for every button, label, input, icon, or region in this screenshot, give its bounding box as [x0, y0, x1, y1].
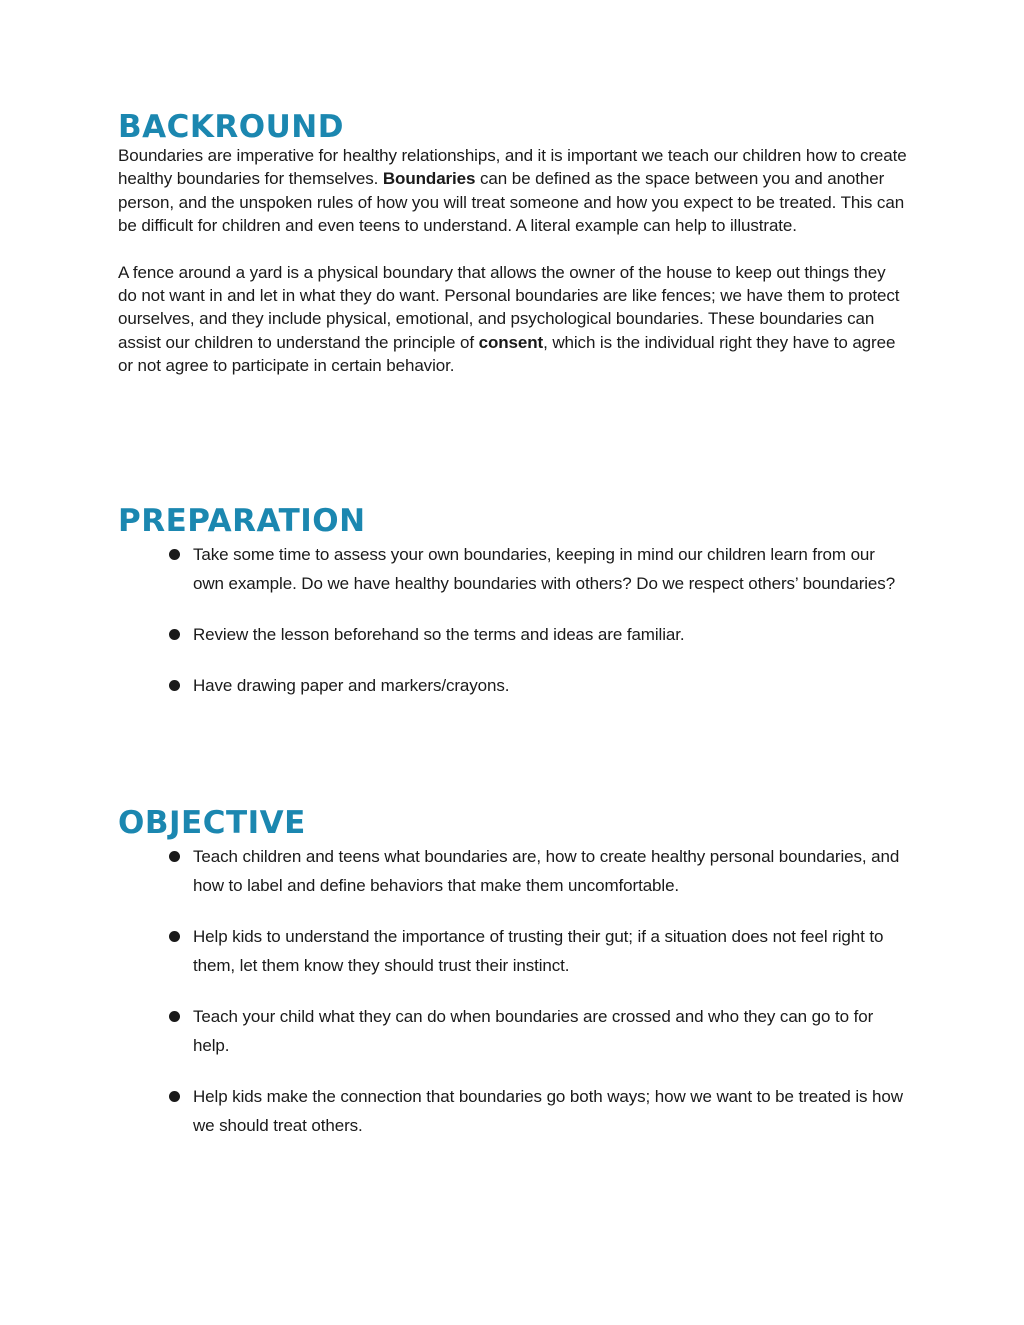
bullet-dot-icon [169, 851, 180, 862]
background-paragraph-1 [118, 144, 908, 238]
objective-item: Help kids to understand the importance of trusting their gut; if a situation does not feel right to them, let them know they should trust their instinct. [118, 922, 908, 980]
bullet-dot-icon [169, 1011, 180, 1022]
boundaries-term: Boundaries [382, 169, 476, 189]
objective-heading: OBJECTIVE [118, 805, 306, 841]
bullet-dot-icon [169, 629, 180, 640]
objective-item: Teach children and teens what boundaries are, how to create healthy personal boundaries, and how to label and define behaviors that make them uncomfortable. [118, 842, 908, 900]
background-p2-text-a: A fence around a yard is a physical boundary that allows the owner of the house to keep out things they do not want in and let in what they do want. Personal boundaries are like fences; we have them to protect ourselves, and they include physical, emotional, and psychological boundaries. These boundaries can assist our children to understand the principle of [118, 262, 900, 352]
preparation-section [118, 504, 908, 700]
objective-item: Teach your child what they can do when boundaries are crossed and who they can go to for help. [118, 1002, 908, 1060]
background-p2-text-b: , which is the individual right they have to agree or not agree to participate in certain behavior. [118, 332, 896, 376]
preparation-item: Review the lesson beforehand so the terms and ideas are familiar. [118, 620, 908, 649]
background-heading: BACKROUND [118, 109, 344, 145]
background-section [118, 110, 908, 378]
objective-list [118, 842, 908, 1140]
objective-section [118, 806, 908, 1140]
preparation-list [118, 540, 908, 700]
consent-term: consent [478, 332, 544, 352]
preparation-heading: PREPARATION [118, 503, 366, 539]
objective-item: Help kids make the connection that boundaries go both ways; how we want to be treated is how we should treat others. [118, 1082, 908, 1140]
background-paragraph-2 [118, 261, 908, 378]
bullet-dot-icon [169, 680, 180, 691]
bullet-dot-icon [169, 1091, 180, 1102]
bullet-dot-icon [169, 931, 180, 942]
background-p1-text-b: can be defined as the space between you and another person, and the unspoken rules of how you will treat someone and how you expect to be treated. This can be difficult for children and even teens to understand. A literal example can help to illustrate. [118, 169, 905, 236]
bullet-dot-icon [169, 549, 180, 560]
background-p1-text-a: Boundaries are imperative for healthy relationships, and it is important we teach our children how to create healthy boundaries for themselves. [118, 146, 907, 189]
preparation-item: Take some time to assess your own boundaries, keeping in mind our children learn from our own example. Do we have healthy boundaries with others? Do we respect others’ boundaries? [118, 540, 908, 598]
preparation-item: Have drawing paper and markers/crayons. [118, 671, 908, 700]
